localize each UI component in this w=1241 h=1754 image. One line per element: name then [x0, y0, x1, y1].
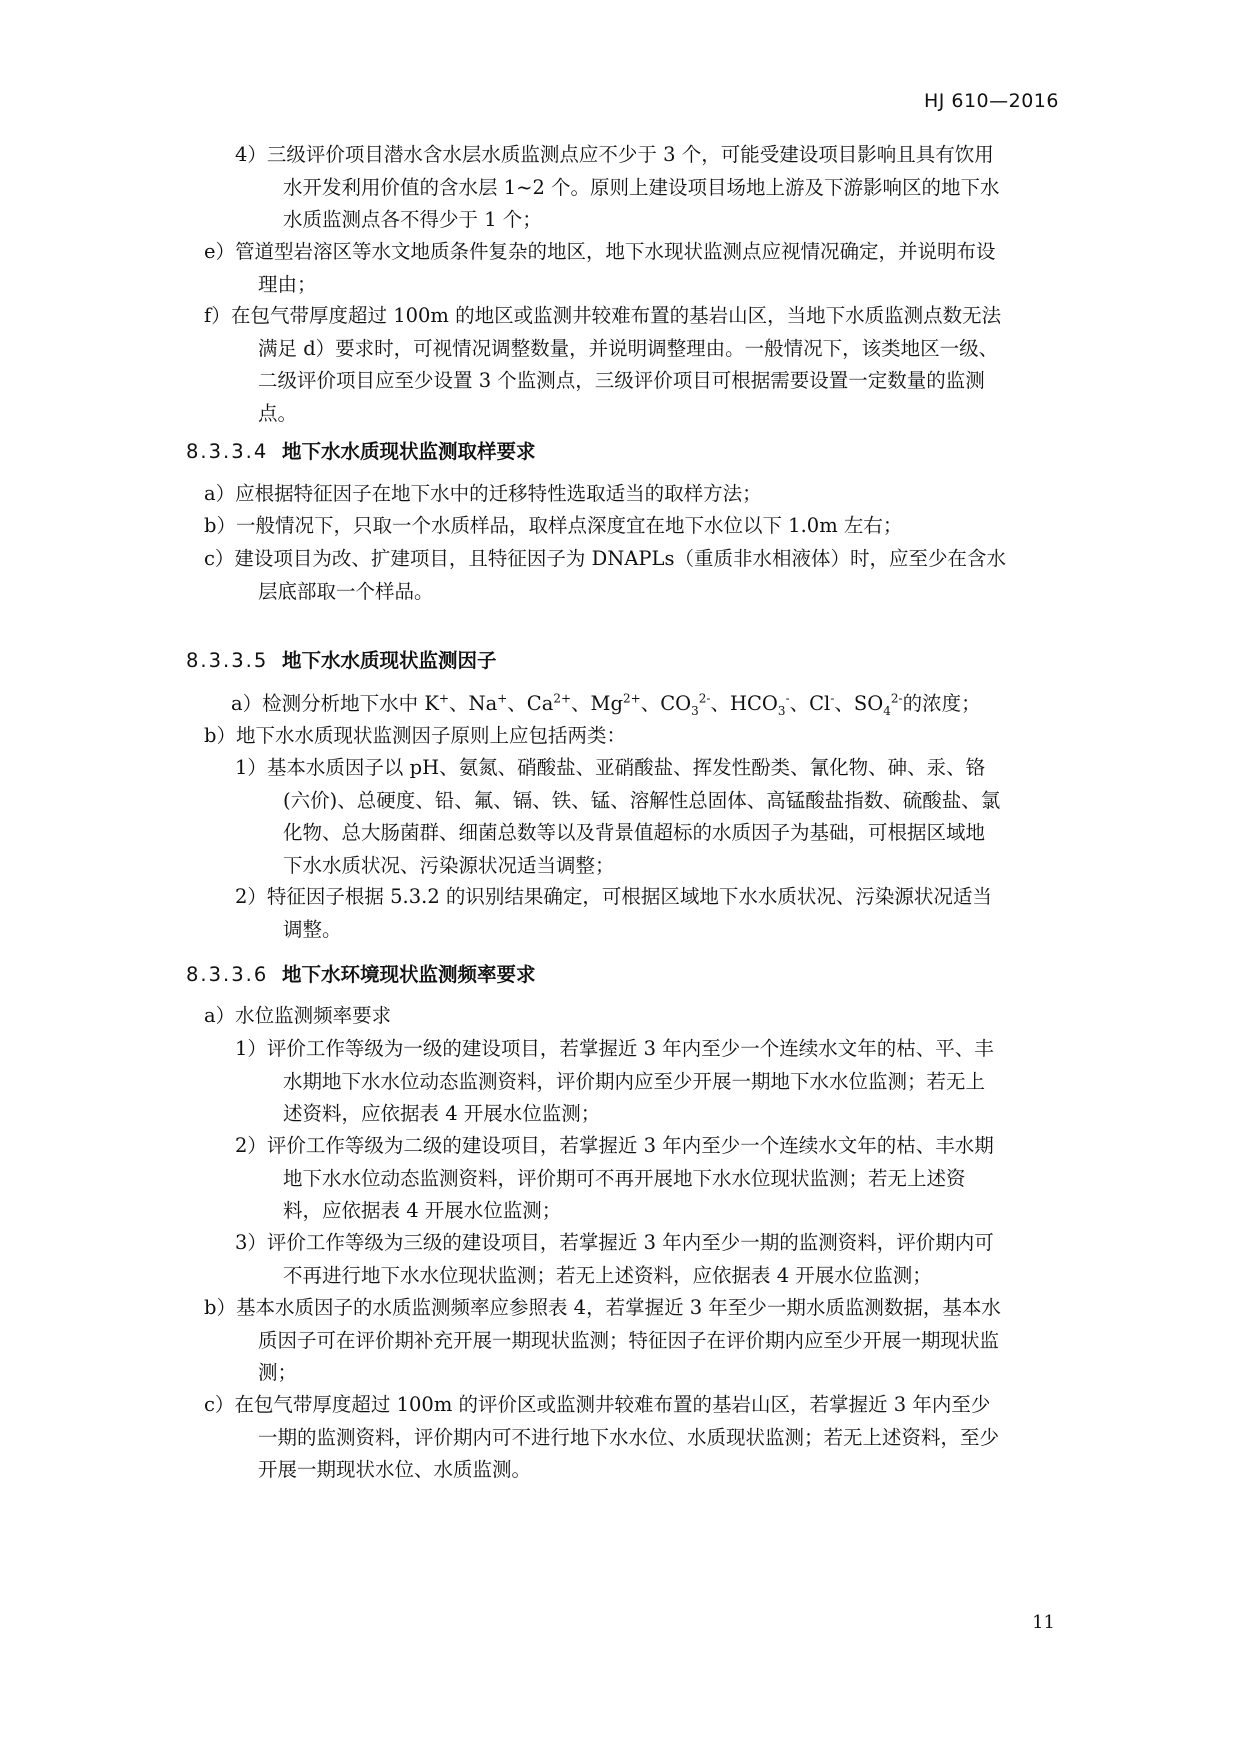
- list-label: b）: [204, 724, 236, 747]
- ion-mg: Mg: [590, 692, 623, 715]
- list-text: 管道型岩溶区等水文地质条件复杂的地区，地下水现状监测点应视情况确定，并说明布设理由；: [235, 240, 996, 296]
- list-item-3: [235, 1227, 1003, 1292]
- list-text: 一般情况下，只取一个水质样品，取样点深度宜在地下水位以下 1.0m 左右；: [235, 514, 903, 537]
- section-title: 地下水环境现状监测频率要求: [282, 963, 536, 986]
- list-label: a）: [204, 482, 236, 505]
- ion-charge: +: [497, 691, 508, 706]
- list-text: 三级评价项目潜水含水层水质监测点应不少于 3 个，可能受建设项目影响且具有饮用水开发利用价值的含水层 1~2 个。原则上建设项目场地上游及下游影响区的地下水水质监测点各不得少于 1 个；: [266, 143, 1000, 231]
- list-label: a）: [204, 1004, 236, 1027]
- list-item-a: [204, 1000, 1007, 1033]
- list-item-a: [231, 688, 991, 721]
- section-title: 地下水水质现状监测因子: [282, 649, 497, 672]
- list-text: 评价工作等级为一级的建设项目，若掌握近 3 年内至少一个连续水文年的枯、平、丰水期地下水水位动态监测资料，评价期内应至少开展一期地下水水位监测；若无上述资料，应依据表 4 开展水位监测；: [266, 1037, 994, 1125]
- ion-ca: Ca: [526, 692, 554, 715]
- ion-charge: -: [785, 691, 790, 706]
- separator: 、: [571, 692, 591, 715]
- ion-subscript: 3: [691, 703, 699, 718]
- list-item-b: [204, 720, 1007, 753]
- list-item-c: [204, 1389, 1007, 1487]
- list-label: e）: [204, 240, 236, 263]
- list-text: 应根据特征因子在地下水中的迁移特性选取适当的取样方法；: [235, 482, 762, 505]
- section-number: 8.3.3.5: [186, 649, 269, 672]
- list-text: 基本水质因子以 pH、氨氮、硝酸盐、亚硝酸盐、挥发性酚类、氰化物、砷、汞、铬(六价)、总硬度、铅、氟、镉、铁、锰、溶解性总固体、高锰酸盐指数、硫酸盐、氯化物、总大肠菌群、细菌总数等以及背景值超标的水质因子为基础，可根据区域地下水水质状况、污染源状况适当调整；: [266, 756, 1001, 877]
- list-text: 地下水水质现状监测因子原则上应包括两类：: [235, 724, 626, 747]
- ion-co3: CO: [660, 692, 692, 715]
- section-number: 8.3.3.6: [186, 963, 269, 986]
- list-label: b）: [204, 1296, 236, 1319]
- list-label: 3）: [235, 1231, 267, 1254]
- list-item-e: [204, 236, 1007, 301]
- ion-charge: 2+: [623, 691, 641, 706]
- section-heading-8334: [186, 436, 536, 464]
- list-text: 特征因子根据 5.3.2 的识别结果确定，可根据区域地下水水质状况、污染源状况适当调整。: [266, 885, 992, 941]
- list-item-1: [235, 752, 1003, 882]
- list-label: c）: [204, 1393, 235, 1416]
- ion-so4: SO: [853, 692, 884, 715]
- section-title: 地下水水质现状监测取样要求: [282, 440, 536, 463]
- separator: 、: [448, 692, 469, 715]
- ion-charge: +: [438, 691, 449, 706]
- separator: 、: [834, 692, 854, 715]
- list-label: 2）: [235, 1134, 267, 1157]
- list-label: 1）: [235, 756, 267, 779]
- list-label: c）: [204, 547, 235, 570]
- list-label: 2）: [235, 885, 267, 908]
- list-text-post: 的浓度；: [902, 692, 981, 715]
- standard-code-header: HJ 610—2016: [923, 90, 1059, 112]
- ion-hco3: HCO: [730, 692, 778, 715]
- separator: 、: [507, 692, 527, 715]
- list-text: 建设项目为改、扩建项目，且特征因子为 DNAPLs（重质非水相液体）时，应至少在含水层底部取一个样品。: [234, 547, 1006, 603]
- separator: 、: [789, 692, 810, 715]
- list-item-b: [204, 510, 1007, 543]
- ion-cl: Cl: [809, 692, 831, 715]
- list-text: 在包气带厚度超过 100m 的评价区或监测井较难布置的基岩山区，若掌握近 3 年内至少一期的监测资料，评价期内可不进行地下水水位、水质现状监测；若无上述资料，至少开展一期现状水位、水质监测。: [234, 1393, 1000, 1481]
- ion-k: K: [424, 692, 439, 715]
- list-text: 在包气带厚度超过 100m 的地区或监测井较难布置的基岩山区，当地下水质监测点数无法满足 d）要求时，可视情况调整数量，并说明调整理由。一般情况下，该类地区一级、二级评价项目应至少设置 3 个监测点，三级评价项目可根据需要设置一定数量的监测点。: [231, 304, 1002, 425]
- list-text: 基本水质因子的水质监测频率应参照表 4，若掌握近 3 年至少一期水质监测数据，基本水质因子可在评价期补充开展一期现状监测；特征因子在评价期内应至少开展一期现状监测；: [235, 1296, 1001, 1384]
- section-number: 8.3.3.4: [186, 440, 269, 463]
- list-label: a）: [231, 692, 263, 715]
- list-item-2: [235, 1130, 1003, 1228]
- list-item-2: [235, 881, 1003, 946]
- section-heading-8336: [186, 959, 536, 987]
- ion-charge: 2+: [553, 691, 572, 706]
- list-item-4: [235, 139, 1003, 237]
- list-text: 评价工作等级为二级的建设项目，若掌握近 3 年内至少一个连续水文年的枯、丰水期地下水水位动态监测资料，评价期可不再开展地下水水位现状监测；若无上述资料，应依据表 4 开展水位监测；: [266, 1134, 994, 1222]
- separator: 、: [640, 692, 661, 715]
- list-text: 评价工作等级为三级的建设项目，若掌握近 3 年内至少一期的监测资料，评价期内可不再进行地下水水位现状监测；若无上述资料，应依据表 4 开展水位监测；: [266, 1231, 994, 1287]
- ion-subscript: 4: [883, 703, 891, 718]
- list-item-c: [204, 543, 1007, 608]
- list-item-1: [235, 1033, 1003, 1131]
- list-text-pre: 检测分析地下水中: [262, 692, 425, 715]
- ion-charge: 2-: [698, 691, 711, 706]
- page-number: 11: [1032, 1612, 1055, 1633]
- ion-charge: -: [830, 691, 835, 706]
- list-item-a: [204, 478, 1007, 511]
- list-label: 1）: [235, 1037, 267, 1060]
- list-item-f: f）在包气带厚度超过 100m 的地区或监测井较难布置的基岩山区，当地下水质监测点数无法满足 d）要求时，可视情况调整数量，并说明调整理由。一般情况下，该类地区一级、二级评价项目应至少设置 3 个监测点，三级评价项目可根据需要设置一定数量的监测点。: [204, 304, 1002, 425]
- ion-charge: 2-: [890, 691, 903, 706]
- separator: 、: [710, 692, 730, 715]
- list-text: 水位监测频率要求: [235, 1004, 392, 1027]
- list-item-b: [204, 1292, 1007, 1390]
- list-label: 4）: [235, 143, 267, 166]
- section-heading-8335: [186, 645, 497, 673]
- list-label: b）: [204, 514, 236, 537]
- ion-subscript: 3: [777, 703, 786, 718]
- ion-na: Na: [468, 692, 498, 715]
